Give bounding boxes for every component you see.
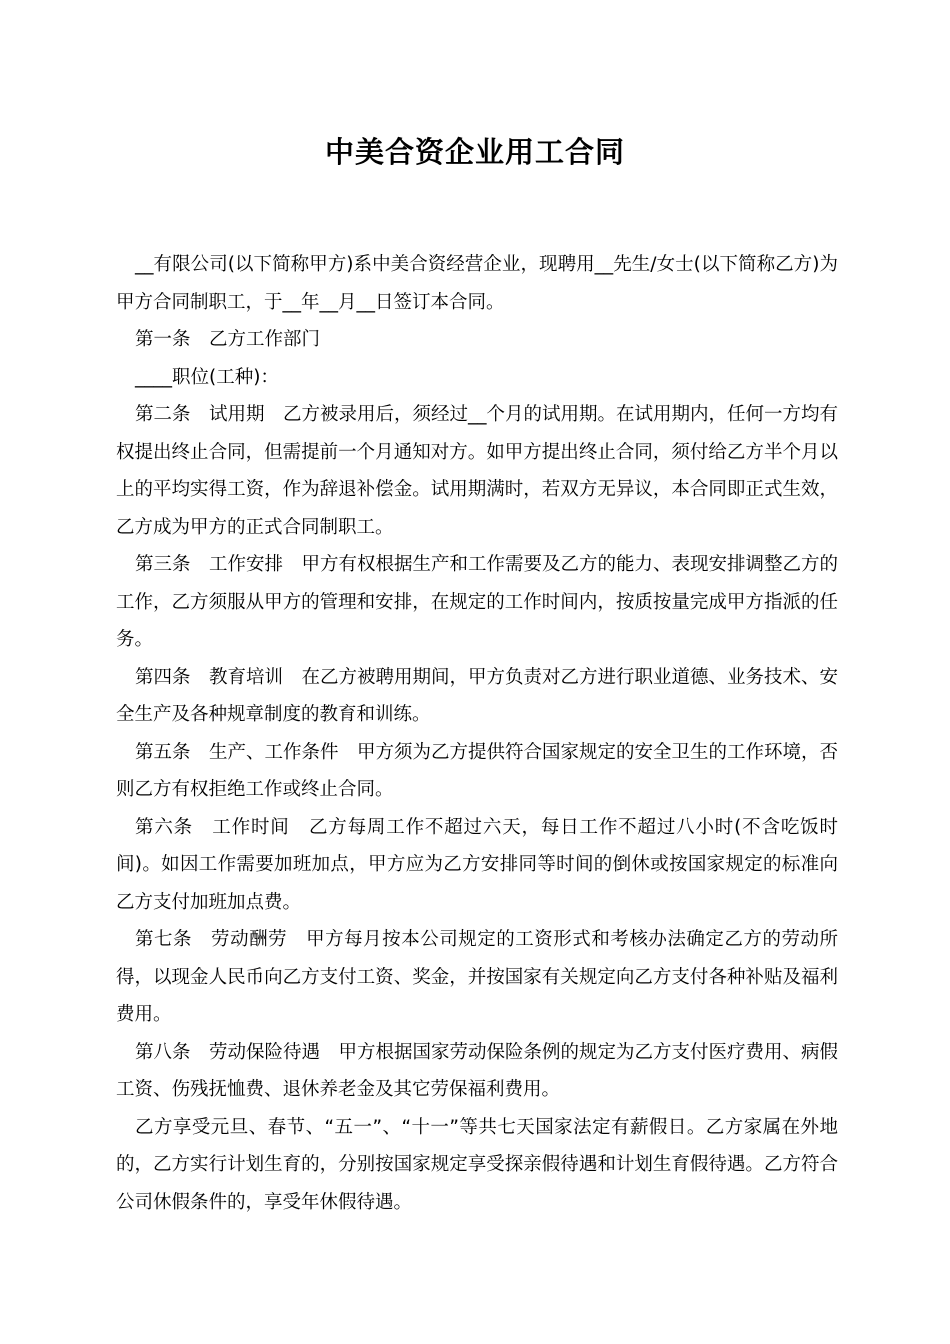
paragraph-article-1: 第一条 乙方工作部门 — [135, 329, 321, 350]
paragraph-preamble: __有限公司(以下简称甲方)系中美合资经营企业，现聘用__先生/女士(以下简称乙方)为甲方合同制职工，于__年__月__日签订本合同。 — [116, 254, 838, 313]
paragraph-article-8: 第八条 劳动保险待遇 甲方根据国家劳动保险条例的规定为乙方支付医疗费用、病假工资、伤残抚恤费、退休养老金及其它劳保福利费用。 — [116, 1041, 839, 1100]
document-title: 中美合资企业用工合同 — [324, 135, 625, 169]
document-body — [116, 246, 838, 1221]
paragraph-article-3: 第三条 工作安排 甲方有权根据生产和工作需要及乙方的能力、表现安排调整乙方的工作，乙方须服从甲方的管理和安排，在规定的工作时间内，按质按量完成甲方指派的任务。 — [116, 554, 839, 650]
paragraph-article-7: 第七条 劳动酬劳 甲方每月按本公司规定的工资形式和考核办法确定乙方的劳动所得，以现金人民币向乙方支付工资、奖金，并按国家有关规定向乙方支付各种补贴及福利费用。 — [116, 929, 838, 1025]
paragraph-article-2: 第二条 试用期 乙方被录用后，须经过__个月的试用期。在试用期内，任何一方均有权提出终止合同，但需提前一个月通知对方。如甲方提出终止合同，须付给乙方半个月以上的平均实得工资，作为辞退补偿金。试用期满时，若双方无异议，本合同即正式生效，乙方成为甲方的正式合同制职工。 — [116, 404, 839, 538]
paragraph-article-5: 第五条 生产、工作条件 甲方须为乙方提供符合国家规定的安全卫生的工作环境，否则乙方有权拒绝工作或终止合同。 — [116, 741, 839, 800]
paragraph-holidays: 乙方享受元旦、春节、“五一”、“十一”等共七天国家法定有薪假日。乙方家属在外地的，乙方实行计划生育的，分别按国家规定享受探亲假待遇和计划生育假待遇。乙方符合公司休假条件的，享受年休假待遇。 — [116, 1116, 838, 1213]
paragraph-article-6: 第六条 工作时间 乙方每周工作不超过六天，每日工作不超过八小时(不含吃饭时间)。如因工作需要加班加点，甲方应为乙方安排同等时间的倒休或按国家规定的标准向乙方支付加班加点费。 — [116, 816, 838, 913]
paragraph-article-4: 第四条 教育培训 在乙方被聘用期间，甲方负责对乙方进行职业道德、业务技术、安全生产及各种规章制度的教育和训练。 — [116, 666, 839, 725]
paragraph-position: ____职位(工种)： — [135, 366, 279, 388]
